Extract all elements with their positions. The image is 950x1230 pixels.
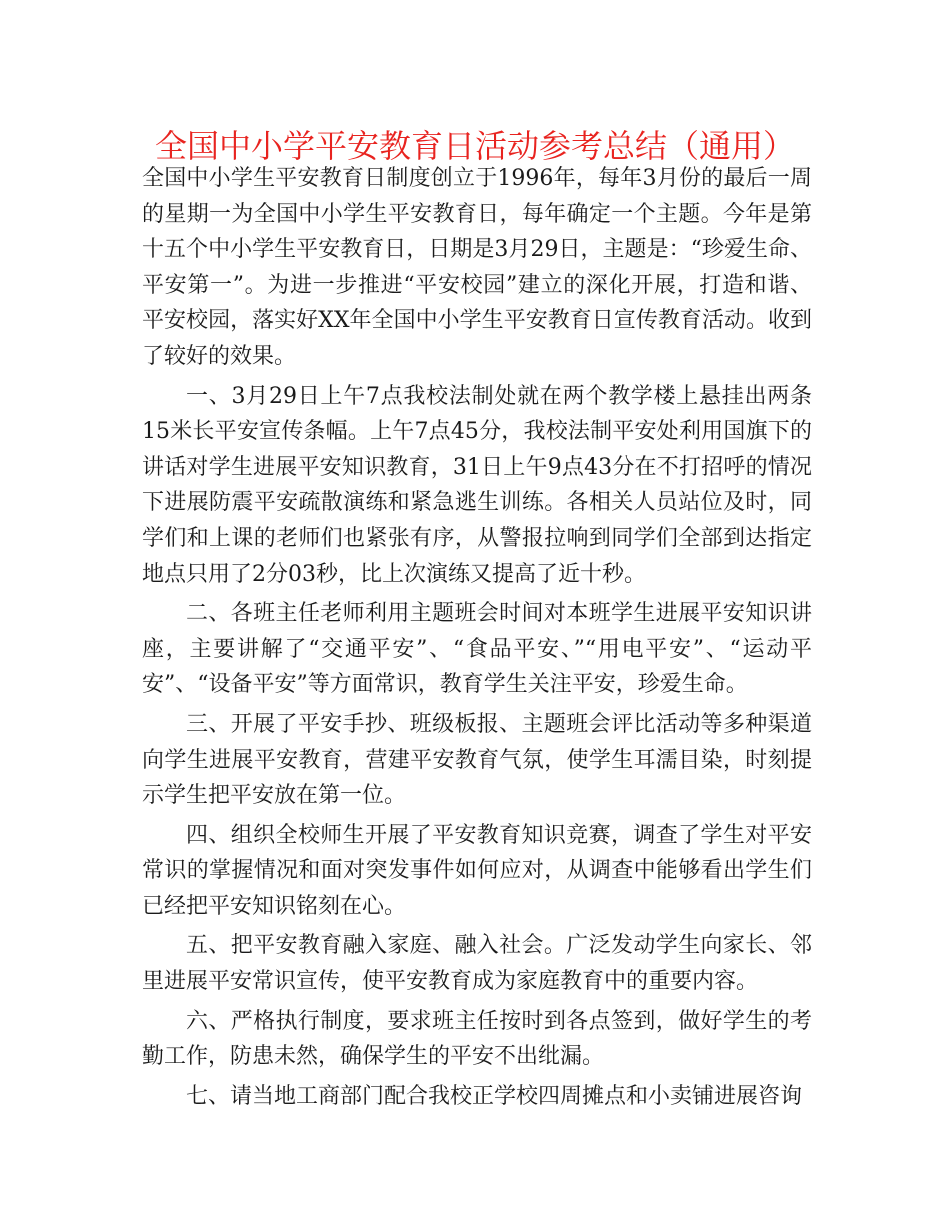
paragraph-item-7: 七、请当地工商部门配合我校正学校四周摊点和小卖铺进展咨询 (186, 1083, 803, 1109)
document-body (142, 161, 812, 1118)
paragraph-item-1: 一、3月29日上午7点我校法制处就在两个教学楼上悬挂出两条15米长平安宣传条幅。上午7点45分，我校法制平安处利用国旗下的讲话对学生进展平安知识教育，31日上午9点43分在不打招呼的情况下进展防震平安疏散演练和紧急逃生训练。各相关人员站位及时，同学们和上课的老师们也紧张有序，从警报拉响到同学们全部到达指定地点只用了2分03秒，比上次演练又提高了近十秒。 (142, 383, 812, 587)
paragraph-item-2: 二、各班主任老师利用主题班会时间对本班学生进展平安知识讲座，主要讲解了“交通平安”、“食品平安、”“用电平安”、“运动平安”、“设备平安”等方面常识，教育学生关注平安，珍爱生命。 (142, 601, 812, 698)
paragraph-item-4: 四、组织全校师生开展了平安教育知识竞赛，调查了学生对平安常识的掌握情况和面对突发事件如何应对，从调查中能够看出学生们已经把平安知识铭刻在心。 (142, 822, 812, 919)
paragraph-item-3: 三、开展了平安手抄、班级板报、主题班会评比活动等多种渠道向学生进展平安教育，营建平安教育气氛，使学生耳濡目染，时刻提示学生把平安放在第一位。 (142, 711, 812, 809)
intro-paragraph: 全国中小学生平安教育日制度创立于1996年，每年3月份的最后一周的星期一为全国中小学生平安教育日，每年确定一个主题。今年是第十五个中小学生平安教育日，日期是3月29日，主题是：“珍爱生命、平安第一”。为进一步推进“平安校园”建立的深化开展，打造和谐、平安校园，落实好XX年全国中小学生平安教育日宣传教育活动。收到了较好的效果。 (142, 166, 812, 369)
document-title: 全国中小学平安教育日活动参考总结（通用） (154, 127, 795, 165)
paragraph-item-6: 六、严格执行制度，要求班主任按时到各点签到，做好学生的考勤工作，防患未然，确保学生的平安不出纰漏。 (142, 1008, 812, 1070)
paragraph-item-5: 五、把平安教育融入家庭、融入社会。广泛发动学生向家长、邻里进展平安常识宣传，使平安教育成为家庭教育中的重要内容。 (142, 933, 812, 995)
